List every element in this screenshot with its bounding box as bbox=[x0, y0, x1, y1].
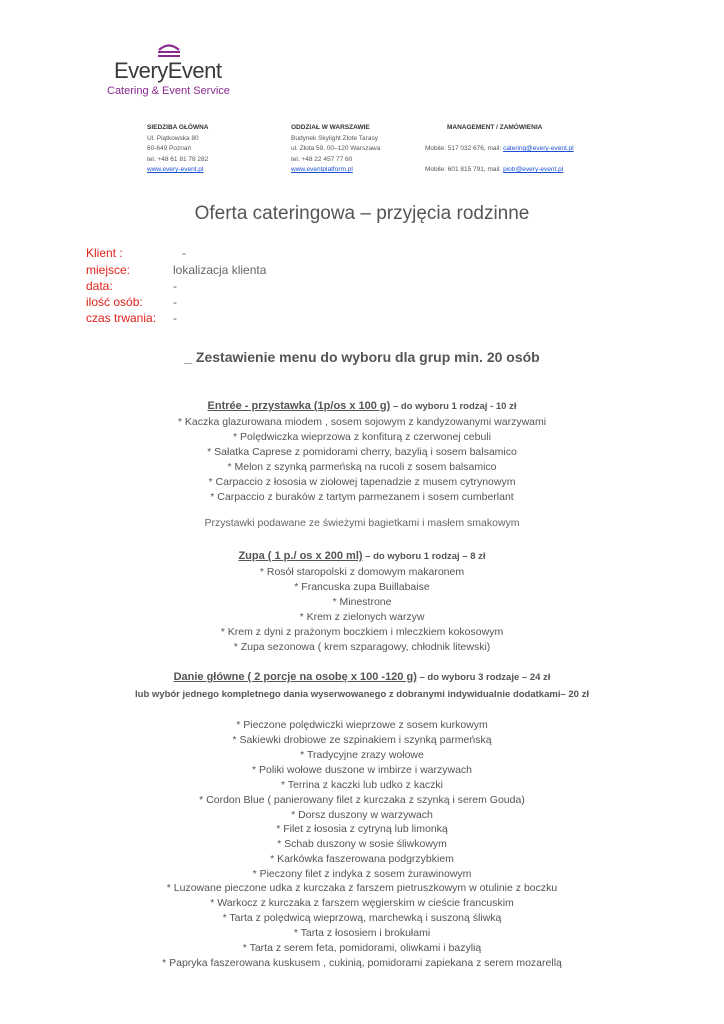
contact-line: tel. +48 22 457 77 60 bbox=[291, 155, 353, 163]
menu-item: * Tarta z serem feta, pomidorami, oliwkami i bazylią bbox=[242, 942, 482, 954]
contact-line: Budynek Skylight Złote Tarasy bbox=[291, 134, 378, 142]
menu-item: * Cordon Blue ( panierowany filet z kurczaka z szynką i serem Gouda) bbox=[199, 794, 525, 806]
menu-item: * Pieczone polędwiczki wieprzowe z sosem kurkowym bbox=[236, 719, 488, 731]
menu-item: * Tarta z łososiem i brokułami bbox=[293, 927, 431, 939]
menu-item: * Carpaccio z buraków z tartym parmezanem i sosem cumberlant bbox=[210, 491, 514, 503]
section-subline: lub wybór jednego kompletnego dania wyserwowanego z dobranymi indywidualnie dodatkami– 20 zł bbox=[135, 689, 589, 700]
section-heading-entree bbox=[0, 400, 724, 412]
field-value-place: lokalizacja klienta bbox=[173, 263, 267, 277]
contact-heading: MANAGEMENT / ZAMÓWIENIA bbox=[447, 124, 543, 131]
field-value-date: - bbox=[173, 279, 177, 293]
brand-name: EveryEvent bbox=[114, 58, 222, 83]
website-link[interactable]: www.every-event.pl bbox=[147, 166, 204, 173]
contact-line: 60-649 Poznań bbox=[147, 145, 192, 152]
menu-item: * Minestrone bbox=[332, 596, 392, 608]
field-label-duration: czas trwania: bbox=[86, 311, 157, 325]
menu-item: * Tradycyjne zrazy wołowe bbox=[300, 749, 424, 761]
contact-heading: ODDZIAŁ W WARSZAWIE bbox=[291, 124, 370, 131]
menu-item: * Warkocz z kurczaka z farszem węgierskim w cieście francuskim bbox=[210, 897, 514, 909]
field-value-client: - bbox=[182, 246, 186, 260]
menu-item: * Melon z szynką parmeńską na rucoli z sosem balsamico bbox=[227, 461, 497, 473]
contact-management bbox=[425, 123, 574, 176]
section-title: Danie główne ( 2 porcje na osobę x 100 -120 g) bbox=[173, 671, 417, 683]
menu-item: * Filet z łososia z cytryną lub limonką bbox=[276, 823, 448, 835]
page-title: Oferta cateringowa – przyjęcia rodzinne bbox=[194, 203, 530, 224]
menu-item: * Pieczony filet z indyka z sosem żurawinowym bbox=[252, 868, 472, 880]
section-price: – do wyboru 1 rodzaj - 10 zł bbox=[390, 401, 517, 412]
menu-item: * Krem z dyni z prażonym boczkiem i mleczkiem kokosowym bbox=[220, 626, 504, 638]
menu-item: * Sałatka Caprese z pomidorami cherry, bazylią i sosem balsamico bbox=[207, 446, 517, 458]
section-price: – do wyboru 3 rodzaje – 24 zł bbox=[416, 672, 551, 683]
section-note: Przystawki podawane ze świeżymi bagietkami i masłem smakowym bbox=[204, 517, 520, 529]
contact-line: Mobile: 517 032 676, mail: bbox=[425, 145, 502, 152]
menu-item: * Francuska zupa Buillabaise bbox=[294, 581, 430, 593]
field-label-client: Klient : bbox=[86, 246, 123, 260]
menu-item: * Carpaccio z łososia w ziołowej tapenadzie z musem cytrynowym bbox=[208, 476, 516, 488]
email-link[interactable]: piotr@every-event.pl bbox=[503, 166, 564, 173]
section-heading-soup bbox=[0, 550, 724, 562]
menu-item: * Sakiewki drobiowe ze szpinakiem i szynką parmeńską bbox=[232, 734, 492, 746]
contact-warsaw-branch bbox=[291, 123, 380, 176]
field-label-guests: ilość osób: bbox=[86, 295, 143, 309]
menu-heading: _ Zestawienie menu do wyboru dla grup min. 20 osób bbox=[184, 349, 540, 365]
menu-item: * Papryka faszerowana kuskusem , cukinią, pomidorami zapiekana z serem mozarellą bbox=[162, 957, 562, 969]
field-label-date: data: bbox=[86, 279, 113, 293]
field-value-guests: - bbox=[173, 295, 177, 309]
menu-item: * Polędwiczka wieprzowa z konfiturą z czerwonej cebuli bbox=[233, 431, 491, 443]
section-price: – do wyboru 1 rodzaj – 8 zł bbox=[362, 551, 486, 562]
contact-heading: SIEDZIBA GŁÓWNA bbox=[147, 124, 209, 131]
section-title: Entrée - przystawka (1p/os x 100 g) bbox=[207, 400, 391, 412]
menu-item: * Zupa sezonowa ( krem szparagowy, chłodnik litewski) bbox=[233, 641, 491, 653]
field-label-place: miejsce: bbox=[86, 263, 131, 277]
arch-bars-icon bbox=[156, 44, 182, 59]
menu-item: * Rosół staropolski z domowym makaronem bbox=[259, 566, 465, 578]
menu-item: * Tarta z polędwicą wieprzową, marchewką i suszoną śliwką bbox=[222, 912, 502, 924]
contact-line: tel. +48 61 81 78 282 bbox=[147, 155, 209, 163]
brand-tagline: Catering & Event Service bbox=[107, 85, 230, 97]
website-link[interactable]: www.eventplatform.pl bbox=[291, 166, 353, 173]
menu-item: * Terrina z kaczki lub udko z kaczki bbox=[280, 779, 444, 791]
menu-item: * Dorsz duszony w warzywach bbox=[291, 809, 433, 821]
contact-headquarters bbox=[147, 123, 209, 176]
contact-line: ul. Złota 59, 00–120 Warszawa bbox=[291, 145, 381, 152]
section-title: Zupa ( 1 p./ os x 200 ml) bbox=[238, 550, 363, 562]
menu-item: * Schab duszony w sosie śliwkowym bbox=[277, 838, 447, 850]
section-heading-main bbox=[0, 671, 724, 683]
menu-item: * Kaczka glazurowana miodem , sosem sojowym z kandyzowanymi warzywami bbox=[177, 416, 547, 428]
menu-item: * Karkówka faszerowana podgrzybkiem bbox=[270, 853, 454, 865]
menu-item: * Poliki wołowe duszone w imbirze i warzywach bbox=[252, 764, 472, 776]
menu-item: * Krem z zielonych warzyw bbox=[299, 611, 425, 623]
field-value-duration: - bbox=[173, 311, 177, 325]
menu-item: * Luzowane pieczone udka z kurczaka z farszem pietruszkowym w otulinie z boczku bbox=[166, 882, 558, 894]
contact-line: Ul. Piątkowska 80 bbox=[147, 134, 199, 142]
email-link[interactable]: catering@every-event.pl bbox=[503, 145, 574, 152]
contact-line: Mobile: 601 815 791, mail: bbox=[425, 166, 502, 173]
